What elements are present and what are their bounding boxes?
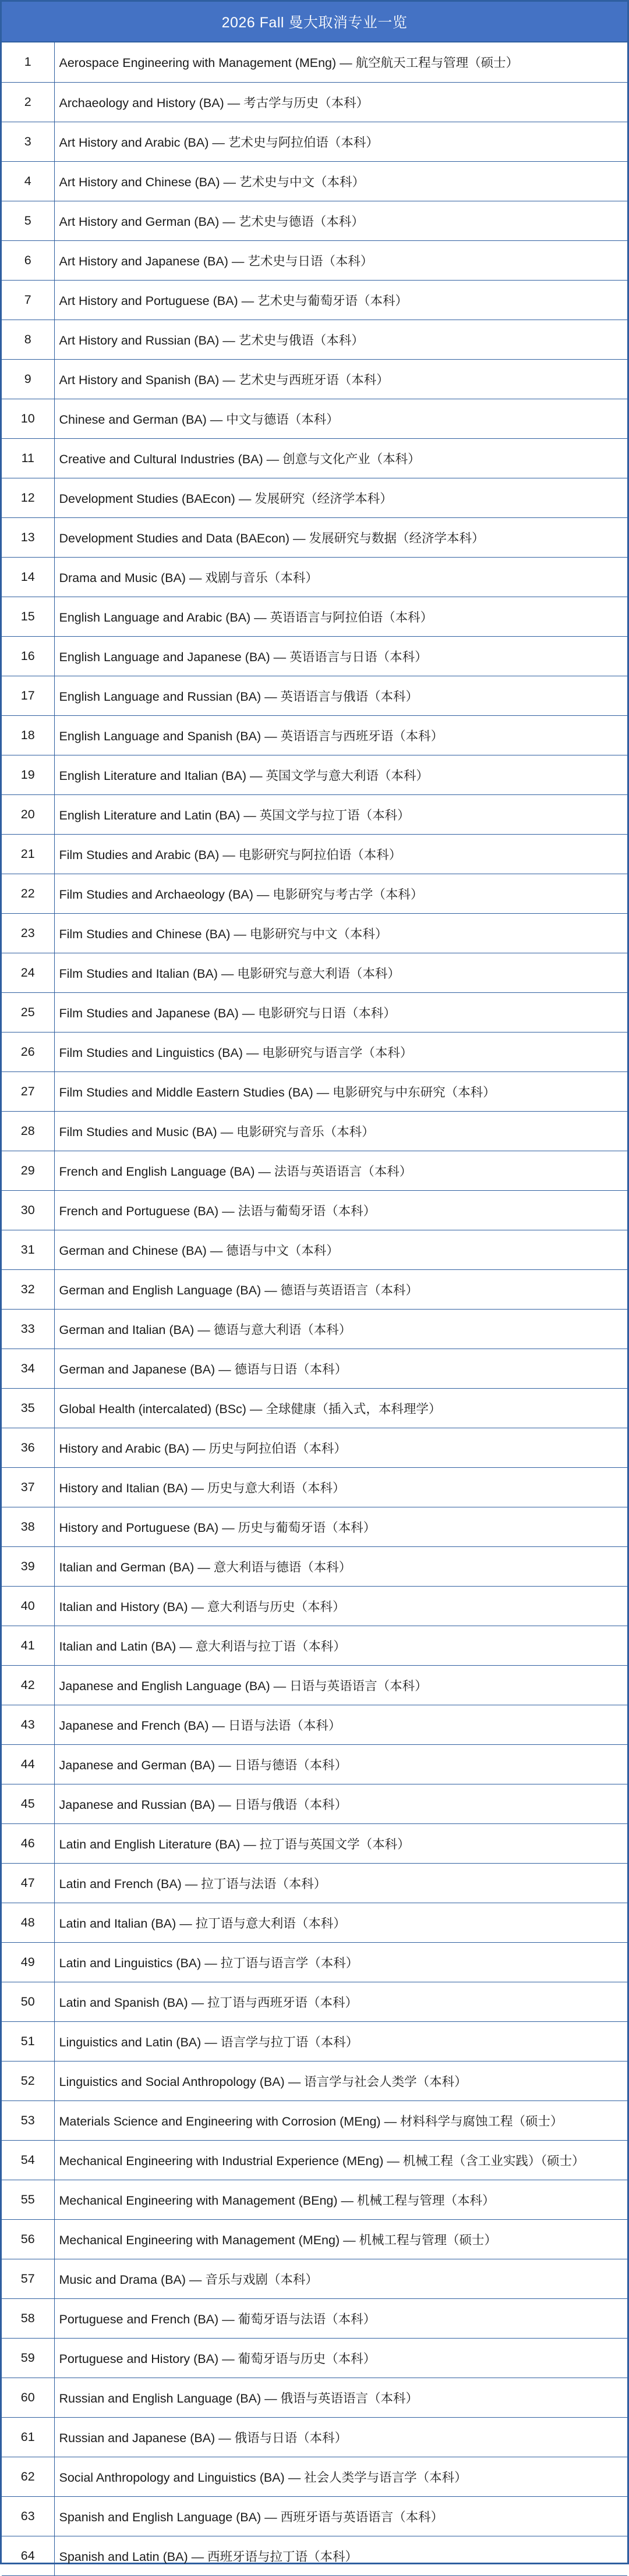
table-row [2,1467,627,1507]
programme-name: Latin and Linguistics (BA) — 拉丁语与语言学（本科） [54,1942,627,1982]
table-row [2,676,627,715]
row-number: 25 [2,992,54,1032]
row-number: 8 [2,320,54,359]
table-row [2,240,627,280]
programme-name: French and English Language (BA) — 法语与英语语言（本科） [54,1151,627,1190]
row-number: 14 [2,557,54,597]
row-number: 60 [2,2378,54,2417]
row-number: 9 [2,359,54,399]
programme-name: Development Studies (BAEcon) — 发展研究（经济学本科） [54,478,627,517]
programme-name: English Language and Spanish (BA) — 英语语言与西班牙语（本科） [54,715,627,755]
row-number: 28 [2,1111,54,1151]
programme-name: Linguistics and Social Anthropology (BA) — 语言学与社会人类学（本科） [54,2061,627,2100]
row-number: 2 [2,82,54,122]
table-row [2,122,627,161]
table-row [2,1269,627,1309]
row-number: 45 [2,1784,54,1823]
table-row [2,2100,627,2140]
row-number: 23 [2,913,54,953]
row-number: 50 [2,1982,54,2021]
row-number: 39 [2,1546,54,1586]
programme-name: Art History and Chinese (BA) — 艺术史与中文（本科） [54,161,627,201]
row-number: 4 [2,161,54,201]
programme-name: Portuguese and French (BA) — 葡萄牙语与法语（本科） [54,2298,627,2338]
row-number: 61 [2,2417,54,2457]
row-number: 51 [2,2021,54,2061]
programme-name: German and Japanese (BA) — 德语与日语（本科） [54,1349,627,1388]
row-number: 11 [2,438,54,478]
programme-name: Italian and History (BA) — 意大利语与历史（本科） [54,1586,627,1626]
row-number: 57 [2,2259,54,2298]
programme-name: Drama and Music (BA) — 戏剧与音乐（本科） [54,557,627,597]
table-row [2,1507,627,1546]
programme-name: Italian and German (BA) — 意大利语与德语（本科） [54,1546,627,1586]
row-number: 24 [2,953,54,992]
programme-name: Materials Science and Engineering with Corrosion (MEng) — 材料科学与腐蚀工程（硕士） [54,2100,627,2140]
table-row [2,42,627,82]
table-row [2,1626,627,1665]
table-row [2,834,627,874]
programme-name: History and Arabic (BA) — 历史与阿拉伯语（本科） [54,1428,627,1467]
table-row [2,2298,627,2338]
row-number: 34 [2,1349,54,1388]
table-row [2,1388,627,1428]
row-number: 41 [2,1626,54,1665]
programme-name: Japanese and English Language (BA) — 日语与英语语言（本科） [54,1665,627,1705]
table-row [2,2536,627,2575]
table-row [2,1982,627,2021]
table-row [2,1230,627,1269]
table-row [2,794,627,834]
row-number: 29 [2,1151,54,1190]
table-row [2,359,627,399]
table-row [2,597,627,636]
table-row [2,755,627,794]
table-row [2,2219,627,2259]
table-row [2,1151,627,1190]
row-number: 10 [2,399,54,438]
programme-name: Latin and English Literature (BA) — 拉丁语与英国文学（本科） [54,1823,627,1863]
table-row [2,1032,627,1071]
table-row [2,2457,627,2496]
row-number: 42 [2,1665,54,1705]
table-row [2,478,627,517]
programme-name: Film Studies and Italian (BA) — 电影研究与意大利语（本科） [54,953,627,992]
table-row [2,636,627,676]
table-row [2,161,627,201]
row-number: 62 [2,2457,54,2496]
row-number: 13 [2,517,54,557]
programme-name: Mechanical Engineering with Industrial Experience (MEng) — 机械工程（含工业实践）（硕士） [54,2140,627,2180]
table-row [2,557,627,597]
programme-name: German and Italian (BA) — 德语与意大利语（本科） [54,1309,627,1349]
row-number: 35 [2,1388,54,1428]
programme-name: Art History and Japanese (BA) — 艺术史与日语（本科） [54,240,627,280]
row-number: 32 [2,1269,54,1309]
row-number: 56 [2,2219,54,2259]
programme-name: German and English Language (BA) — 德语与英语语言（本科） [54,1269,627,1309]
programme-name: Portuguese and History (BA) — 葡萄牙语与历史（本科） [54,2338,627,2378]
table-row [2,201,627,240]
table-row [2,1863,627,1903]
programme-name: Latin and French (BA) — 拉丁语与法语（本科） [54,1863,627,1903]
table-row [2,320,627,359]
row-number: 1 [2,42,54,82]
programme-name: History and Portuguese (BA) — 历史与葡萄牙语（本科） [54,1507,627,1546]
programme-name: French and Portuguese (BA) — 法语与葡萄牙语（本科） [54,1190,627,1230]
table-row [2,1190,627,1230]
row-number: 27 [2,1071,54,1111]
row-number: 15 [2,597,54,636]
programme-name: Art History and Russian (BA) — 艺术史与俄语（本科） [54,320,627,359]
programme-name: Film Studies and Arabic (BA) — 电影研究与阿拉伯语（本科） [54,834,627,874]
row-number: 3 [2,122,54,161]
row-number: 52 [2,2061,54,2100]
table-row [2,2378,627,2417]
table-row [2,399,627,438]
row-number: 63 [2,2496,54,2536]
programme-name: English Literature and Latin (BA) — 英国文学与拉丁语（本科） [54,794,627,834]
programme-name: Film Studies and Music (BA) — 电影研究与音乐（本科） [54,1111,627,1151]
table-row [2,1942,627,1982]
table-row [2,1784,627,1823]
table-row [2,913,627,953]
row-number: 46 [2,1823,54,1863]
row-number: 48 [2,1903,54,1942]
programme-name: Japanese and Russian (BA) — 日语与俄语（本科） [54,1784,627,1823]
course-table-body [2,42,627,2575]
table-row [2,2496,627,2536]
programme-name: English Language and Russian (BA) — 英语语言与俄语（本科） [54,676,627,715]
row-number: 37 [2,1467,54,1507]
table-row [2,2021,627,2061]
table-row [2,517,627,557]
table-row [2,438,627,478]
row-number: 38 [2,1507,54,1546]
programme-name: Mechanical Engineering with Management (BEng) — 机械工程与管理（本科） [54,2180,627,2219]
programme-name: English Language and Arabic (BA) — 英语语言与阿拉伯语（本科） [54,597,627,636]
table-row [2,1586,627,1626]
row-number: 49 [2,1942,54,1982]
row-number: 64 [2,2536,54,2575]
table-row [2,1903,627,1942]
table-row [2,2180,627,2219]
programme-name: Spanish and Latin (BA) — 西班牙语与拉丁语（本科） [54,2536,627,2575]
table-row [2,1071,627,1111]
programme-name: Creative and Cultural Industries (BA) — 创意与文化产业（本科） [54,438,627,478]
table-row [2,2338,627,2378]
row-number: 16 [2,636,54,676]
row-number: 36 [2,1428,54,1467]
row-number: 40 [2,1586,54,1626]
row-number: 7 [2,280,54,320]
programme-name: Mechanical Engineering with Management (MEng) — 机械工程与管理（硕士） [54,2219,627,2259]
programme-name: Japanese and German (BA) — 日语与德语（本科） [54,1744,627,1784]
programme-name: Film Studies and Linguistics (BA) — 电影研究与语言学（本科） [54,1032,627,1071]
programme-name: Archaeology and History (BA) — 考古学与历史（本科） [54,82,627,122]
row-number: 44 [2,1744,54,1784]
table-row [2,1309,627,1349]
table-row [2,2140,627,2180]
row-number: 53 [2,2100,54,2140]
programme-name: Russian and English Language (BA) — 俄语与英语语言（本科） [54,2378,627,2417]
programme-name: Film Studies and Middle Eastern Studies (BA) — 电影研究与中东研究（本科） [54,1071,627,1111]
row-number: 30 [2,1190,54,1230]
programme-name: Japanese and French (BA) — 日语与法语（本科） [54,1705,627,1744]
row-number: 19 [2,755,54,794]
programme-name: Film Studies and Archaeology (BA) — 电影研究与考古学（本科） [54,874,627,913]
row-number: 26 [2,1032,54,1071]
programme-name: Art History and German (BA) — 艺术史与德语（本科） [54,201,627,240]
programme-name: Spanish and English Language (BA) — 西班牙语与英语语言（本科） [54,2496,627,2536]
table-row [2,2417,627,2457]
page-title: 2026 Fall 曼大取消专业一览 [2,2,627,42]
programme-name: Latin and Spanish (BA) — 拉丁语与西班牙语（本科） [54,1982,627,2021]
programme-name: German and Chinese (BA) — 德语与中文（本科） [54,1230,627,1269]
table-row [2,1546,627,1586]
table-row [2,1111,627,1151]
table-row [2,953,627,992]
programme-name: Russian and Japanese (BA) — 俄语与日语（本科） [54,2417,627,2457]
row-number: 59 [2,2338,54,2378]
row-number: 17 [2,676,54,715]
table-row [2,874,627,913]
table-row [2,280,627,320]
table-row [2,992,627,1032]
row-number: 58 [2,2298,54,2338]
row-number: 33 [2,1309,54,1349]
table-row [2,1428,627,1467]
programme-name: Chinese and German (BA) — 中文与德语（本科） [54,399,627,438]
programme-name: Global Health (intercalated) (BSc) — 全球健康（插入式，本科理学） [54,1388,627,1428]
row-number: 21 [2,834,54,874]
row-number: 22 [2,874,54,913]
table-row [2,1823,627,1863]
programme-name: Film Studies and Chinese (BA) — 电影研究与中文（本科） [54,913,627,953]
programme-name: Art History and Portuguese (BA) — 艺术史与葡萄牙语（本科） [54,280,627,320]
row-number: 31 [2,1230,54,1269]
row-number: 47 [2,1863,54,1903]
programme-name: English Literature and Italian (BA) — 英国文学与意大利语（本科） [54,755,627,794]
row-number: 43 [2,1705,54,1744]
table-row [2,82,627,122]
table-row [2,1705,627,1744]
programme-name: Film Studies and Japanese (BA) — 电影研究与日语（本科） [54,992,627,1032]
programme-name: Music and Drama (BA) — 音乐与戏剧（本科） [54,2259,627,2298]
programme-name: Art History and Arabic (BA) — 艺术史与阿拉伯语（本科） [54,122,627,161]
row-number: 5 [2,201,54,240]
programme-name: Linguistics and Latin (BA) — 语言学与拉丁语（本科） [54,2021,627,2061]
programme-name: History and Italian (BA) — 历史与意大利语（本科） [54,1467,627,1507]
row-number: 55 [2,2180,54,2219]
table-row [2,2259,627,2298]
programme-name: Latin and Italian (BA) — 拉丁语与意大利语（本科） [54,1903,627,1942]
row-number: 6 [2,240,54,280]
table-row [2,715,627,755]
row-number: 20 [2,794,54,834]
table-row [2,1665,627,1705]
row-number: 18 [2,715,54,755]
table-row [2,1349,627,1388]
course-table [2,42,627,2576]
programme-name: Aerospace Engineering with Management (MEng) — 航空航天工程与管理（硕士） [54,42,627,82]
row-number: 54 [2,2140,54,2180]
row-number: 12 [2,478,54,517]
programme-name: English Language and Japanese (BA) — 英语语言与日语（本科） [54,636,627,676]
programme-name: Art History and Spanish (BA) — 艺术史与西班牙语（本科） [54,359,627,399]
programme-name: Italian and Latin (BA) — 意大利语与拉丁语（本科） [54,1626,627,1665]
table-row [2,1744,627,1784]
programme-name: Development Studies and Data (BAEcon) — 发展研究与数据（经济学本科） [54,517,627,557]
programme-name: Social Anthropology and Linguistics (BA) — 社会人类学与语言学（本科） [54,2457,627,2496]
table-row [2,2061,627,2100]
